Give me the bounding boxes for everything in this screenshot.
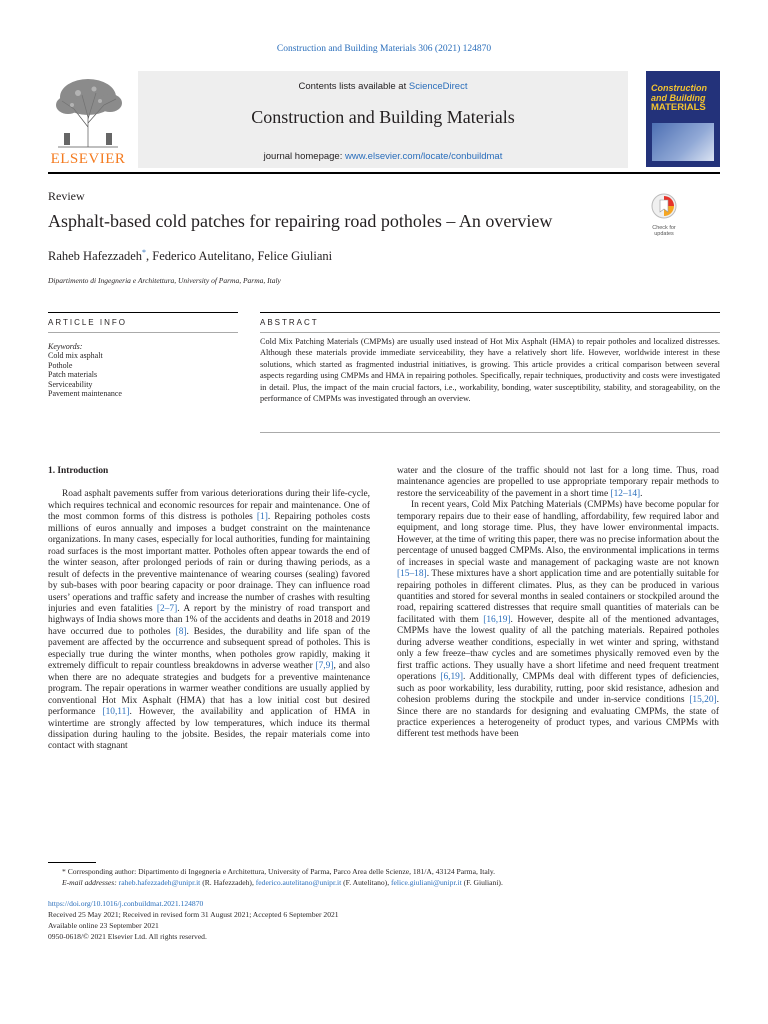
section-heading-introduction: 1. Introduction xyxy=(48,466,109,476)
citation-link[interactable]: [16,19] xyxy=(483,614,511,625)
keyword-item[interactable]: Patch materials xyxy=(48,370,98,380)
corresponding-author-mark[interactable]: * xyxy=(142,248,147,257)
text-run: Road asphalt pavements suffer from various deteriorations during their life-cycle, which requires technical and economic resources for repair and maintenance. One of the most common forms of this distress is potholes xyxy=(48,489,370,523)
contents-line xyxy=(138,81,628,92)
received-dates: Received 25 May 2021; Received in revised form 31 August 2021; Accepted 6 September 2021 xyxy=(48,910,339,919)
homepage-prefix: journal homepage: xyxy=(263,151,345,162)
elsevier-tree-logo[interactable] xyxy=(48,71,128,167)
citation-link[interactable]: [8] xyxy=(175,626,187,637)
cover-line-3: MATERIALS xyxy=(651,102,706,113)
journal-title: Construction and Building Materials xyxy=(251,107,515,127)
other-authors[interactable]: , Federico Autelitano, Felice Giuliani xyxy=(146,249,333,264)
abstract-subrule xyxy=(260,332,720,333)
homepage-line xyxy=(138,151,628,162)
body-column-right xyxy=(397,466,719,741)
online-date: Available online 23 September 2021 xyxy=(48,921,159,930)
cover-line-2: and Building xyxy=(651,93,706,103)
text-run: water and the closure of the traffic should not last for a long time. Thus, road maintenance agencies are propelled to use appropriate temporary repair methods to restore the serviceability of the pavement in a short time xyxy=(397,466,719,499)
intro-paragraph-1 xyxy=(48,489,370,752)
check-for-updates-badge[interactable] xyxy=(648,193,680,237)
tree-icon xyxy=(48,71,128,151)
email-link-1[interactable]: raheb.hafezzadeh@unipr.it xyxy=(118,878,201,887)
text-run: . However, the availability and application of HMA in wintertime are strongly affected by low temperatures, which induce its thermal dissipation during hauling to the jobsite. Besides, the repair materials come into contact with stagnant xyxy=(48,707,370,752)
email-link-2[interactable]: federico.autelitano@unipr.it xyxy=(255,878,342,887)
article-info-rule xyxy=(48,312,238,313)
email-owner: (F. Autelitano), xyxy=(341,878,392,887)
keyword-item[interactable]: Pothole xyxy=(48,360,73,370)
article-type: Review xyxy=(48,189,85,203)
citation-link[interactable]: [12–14] xyxy=(610,488,641,499)
citation-link[interactable]: [7,9] xyxy=(315,661,334,672)
check-for-updates-label: Check for updates xyxy=(652,225,676,237)
corresponding-author-note xyxy=(48,866,720,877)
citation-link[interactable]: [15,20] xyxy=(689,695,717,706)
citation-link[interactable]: [6,19] xyxy=(440,672,463,683)
email-label: E-mail addresses: xyxy=(62,878,119,887)
copyright: 0950-0618/© 2021 Elsevier Ltd. All rights reserved. xyxy=(48,932,207,941)
footnote-text: Corresponding author: Dipartimento di Ingegneria e Architettura, University of Parma, Parco Area delle Scienze, 181/A, 43124 Parma, Italy. xyxy=(65,867,496,876)
doi-link[interactable]: https://doi.org/10.1016/j.conbuildmat.2021.124870 xyxy=(48,899,204,908)
keyword-item[interactable]: Serviceability xyxy=(48,379,93,389)
header-rule xyxy=(48,172,720,174)
citation-link[interactable]: [2–7] xyxy=(156,603,178,614)
abstract-text: Cold Mix Patching Materials (CMPMs) are usually used instead of Hot Mix Asphalt (HMA) to repair potholes and localized distresses. Although these materials provide immediate serviceability, they have a relatively short life. However, worldwide interest in these solutions, which started as fragmented industrial initiatives, is growing. This article provides a critical comparison between several aspects regarding using CMPMs and HMA in repairing potholes. Specifically, repair techniques, productivity and costs were investigated in detail. Plus, the impact of the main crucial factors, i.e., workability, bonding, water susceptibility, stability, and storageability, on the performance of CMPMs was investigated through an overview. xyxy=(260,337,720,404)
body-column-left xyxy=(48,464,370,753)
journal-reference[interactable]: Construction and Building Materials 306 (2021) 124870 xyxy=(276,44,492,54)
journal-header-box xyxy=(138,71,628,168)
keywords-block xyxy=(48,342,238,398)
contents-prefix: Contents lists available at xyxy=(298,81,409,92)
affiliation: Dipartimento di Ingegneria e Architettura, University of Parma, Parma, Italy xyxy=(48,276,281,285)
text-run: . xyxy=(640,488,643,499)
article-info-heading: ARTICLE INFO xyxy=(48,318,127,327)
cover-image xyxy=(652,123,714,161)
cover-line-1: Construction xyxy=(651,83,707,93)
email-owner: (F. Giuliani). xyxy=(461,878,503,887)
authors xyxy=(48,248,332,264)
journal-cover[interactable] xyxy=(646,71,720,167)
article-info-subrule xyxy=(48,332,238,333)
abstract-heading: ABSTRACT xyxy=(260,318,319,327)
abstract-bottom-rule xyxy=(260,432,720,433)
citation-link[interactable]: [15–18] xyxy=(397,569,427,580)
publication-info xyxy=(48,898,720,942)
email-link-3[interactable]: felice.giuliani@unipr.it xyxy=(391,878,462,887)
text-run: . Besides, the durability and life span of the pavement are affected by the occurrence and subsequent spread of potholes. This is especially true during the winter months, when potholes grow rapidly, making it extremely difficult to repair countless breakdowns in adverse weather xyxy=(48,626,371,672)
text-run: . Additionally, CMPMs deal with different types of deficiencies, such as poor workability, less durability, rutting, poor skid resistance, adhesion and cohesion problems during the stockpile and under in-service conditions xyxy=(397,672,719,706)
check-for-updates-icon xyxy=(651,193,677,219)
text-run: . Repairing potholes costs millions of euros annually and imposes a budget constraint on the maintenance organizations. In many cases, especially for local authorities, funding for maintaining road surfaces is the most important matter. Potholes often appear towards the end of the winter season, after prolonged periods of rain or during thawing periods, as a result of defects in the preventive maintenance of wearing courses (sealing) favored by sub-bases with poor bearing capacity or poor drainage. They can influence road users’ operations and traffic safety and increase the number of crashes with resulting injuries and even fatalities xyxy=(48,512,370,614)
citation-link[interactable]: [10,11] xyxy=(102,707,130,718)
text-run: . These mixtures have a short application time and are potentially suitable for repairing potholes in different climates. Plus, as they can be produced in various quantities and stored for several months in sealed containers or stockpiled around the road, repairing scattered distresses that require small quantities of materials can be facilitated with them xyxy=(397,569,719,625)
keywords-label: Keywords: xyxy=(48,342,83,351)
author-1[interactable]: Raheb Hafezzadeh xyxy=(48,249,143,264)
masthead xyxy=(48,71,720,170)
citation-link[interactable]: [1] xyxy=(256,512,268,523)
article-title: Asphalt-based cold patches for repairing road potholes – An overview xyxy=(48,211,553,231)
footnotes xyxy=(48,866,720,888)
text-run: . A report by the ministry of road transport and highways of India shows more than 1% of the accidents and deaths in 2018 and 2019 have occurred due to potholes xyxy=(48,603,370,637)
footnote-rule xyxy=(48,862,96,863)
email-owner: (R. Hafezzadeh), xyxy=(200,878,256,887)
text-run: , and also when there are no adequate strategies and budgets for a preventive maintenance program. The repair operations in warmer weather conditions are usually applied by conventional Hot Mix Asphalt (HMA) that has a low initial cost but desired performance xyxy=(48,661,370,718)
text-run: In recent years, Cold Mix Patching Materials (CMPMs) have become popular for temporary repairs due to their ease of handling, affordability, few required labor and equipment, and long storage time. Plus, they have lower environmental impacts. However, at the time of writing this paper, there was no precise information about the percentage of unused bagged CMPMs. Also, the environmental implications in terms of increases in special waste and management of packaging waste are not known xyxy=(397,500,719,568)
text-run: . Since there are no standards for designing and evaluating CMPMs, the state of practice experiences a heterogeneity of product types, and various CMPMs with different test methods have been xyxy=(397,695,719,740)
sciencedirect-link[interactable]: ScienceDirect xyxy=(408,81,468,92)
keyword-item[interactable]: Pavement maintenance xyxy=(48,389,122,399)
keyword-item[interactable]: Cold mix asphalt xyxy=(48,351,103,361)
email-addresses xyxy=(48,877,720,888)
text-run: . However, despite all of the mentioned advantages, CMPMs have the lowest quality of all the patching materials. Repaired potholes during adverse weather conditions, especially in wet winter and spring, withstand only a few freeze–thaw cycles and are sometimes physically removed even by the first traffic actions. They usually have a short lifetime and need frequent treatment operations xyxy=(397,614,720,683)
footnote-mark: * xyxy=(62,867,66,876)
homepage-link[interactable]: www.elsevier.com/locate/conbuildmat xyxy=(344,151,503,162)
publisher-name: ELSEVIER xyxy=(50,151,126,167)
intro-paragraph-1-continued xyxy=(397,466,719,500)
intro-paragraph-2 xyxy=(397,500,719,741)
abstract-rule xyxy=(260,312,720,313)
